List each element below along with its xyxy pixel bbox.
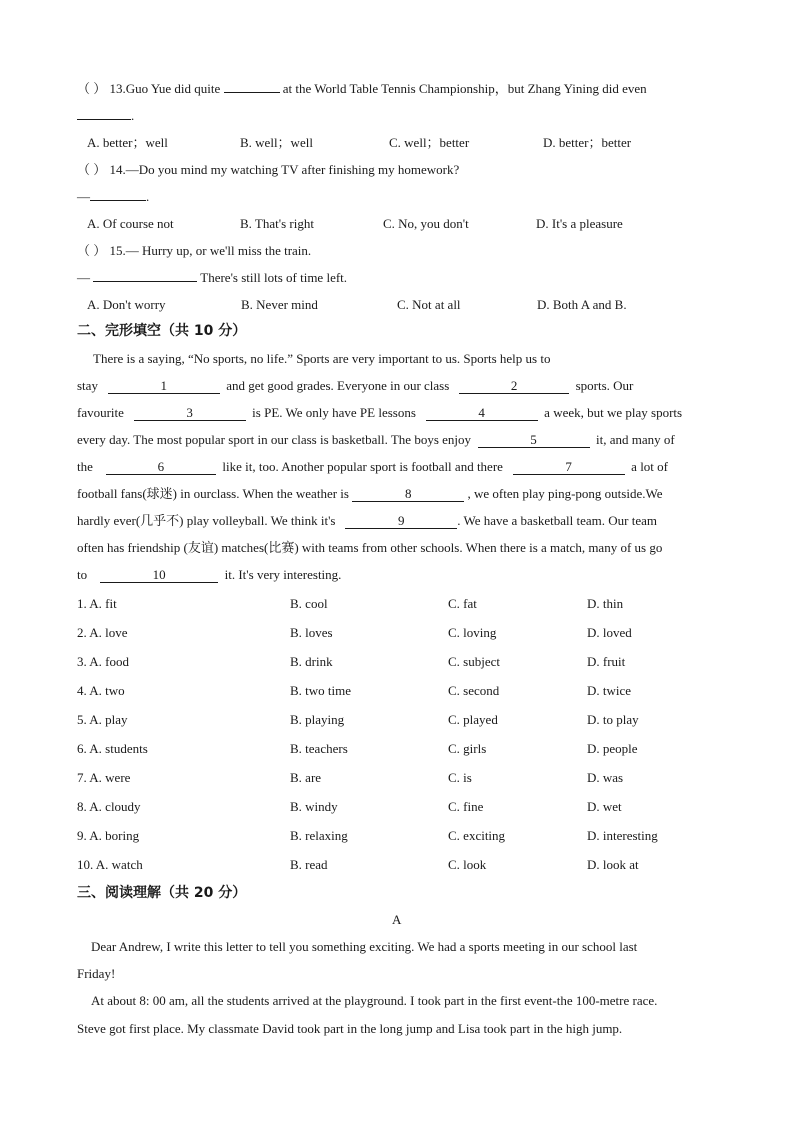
cloze-option-3-d[interactable]: D. fruit xyxy=(587,654,626,669)
cloze-option-2-b[interactable]: B. loves xyxy=(290,625,333,640)
cloze-option-8-c[interactable]: C. fine xyxy=(448,799,484,814)
passage-line: Steve got first place. My classmate David took part in the long jump and Lisa took part in the high jump. xyxy=(77,1021,623,1036)
passage-line: Dear Andrew, I write this letter to tell you something exciting. We had a sports meeting in our school last xyxy=(91,939,638,954)
cloze-option-2-d[interactable]: D. loved xyxy=(587,625,632,640)
question-13 xyxy=(77,80,647,98)
question-15 xyxy=(77,242,311,260)
section-title-reading: 三、阅读理解（共 20 分） xyxy=(77,885,247,901)
question-text: at the World Table Tennis Championship，but Zhang Yining did even xyxy=(282,81,647,96)
cloze-option-6-d[interactable]: D. people xyxy=(587,741,638,756)
cloze-blank-10[interactable]: 10 xyxy=(100,568,218,583)
cloze-option-4-c[interactable]: C. second xyxy=(448,683,500,698)
question-14 xyxy=(77,161,459,179)
passage-line: every day. The most popular sport in our class is basketball. The boys enjoy 5 it, and many of xyxy=(77,432,675,447)
cloze-option-6-c[interactable]: C. girls xyxy=(448,741,487,756)
answer-paren: （ ） xyxy=(77,81,107,96)
cloze-option-6-b[interactable]: B. teachers xyxy=(290,741,348,756)
option-c[interactable]: C. well；better xyxy=(389,135,470,150)
cloze-option-9-b[interactable]: B. relaxing xyxy=(290,828,348,843)
option-b[interactable]: B. Never mind xyxy=(241,297,318,312)
passage-label: A xyxy=(392,912,402,927)
question-text: 13.Guo Yue did quite xyxy=(109,81,221,96)
cloze-option-4-d[interactable]: D. twice xyxy=(587,683,632,698)
passage-line: hardly ever(几乎不) play volleyball. We think it's 9 . We have a basketball team. Our team xyxy=(77,513,658,528)
cloze-blank-5[interactable]: 5 xyxy=(478,433,590,448)
option-d[interactable]: D. Both A and B. xyxy=(537,297,627,312)
option-c[interactable]: C. No, you don't xyxy=(383,216,469,231)
cloze-blank-2[interactable]: 2 xyxy=(459,379,569,394)
passage-line: favourite 3 is PE. We only have PE lessons 4 a week, but we play sports xyxy=(77,405,683,420)
passage-line: There is a saying, “No sports, no life.” Sports are very important to us. Sports help us to xyxy=(93,351,551,366)
cloze-option-10-b[interactable]: B. read xyxy=(290,857,328,872)
cloze-option-9-c[interactable]: C. exciting xyxy=(448,828,506,843)
option-a[interactable]: A. Don't worry xyxy=(87,297,166,312)
question-text: 14.—Do you mind my watching TV after finishing my homework? xyxy=(109,162,460,177)
question-13-continued: . xyxy=(77,107,134,125)
passage-line: to 10 it. It's very interesting. xyxy=(77,567,342,582)
answer-blank[interactable] xyxy=(77,119,131,120)
question-15-answer: — There's still lots of time left. xyxy=(77,270,348,285)
cloze-option-8-b[interactable]: B. windy xyxy=(290,799,338,814)
cloze-option-7-b[interactable]: B. are xyxy=(290,770,322,785)
passage-line: the 6 like it, too. Another popular sport is football and there 7 a lot of xyxy=(77,459,668,474)
passage-line: At about 8: 00 am, all the students arrived at the playground. I took part in the first event-the 100-metre race. xyxy=(91,993,658,1008)
cloze-blank-3[interactable]: 3 xyxy=(134,406,246,421)
answer-paren: （ ） xyxy=(77,162,107,177)
option-c[interactable]: C. Not at all xyxy=(397,297,461,312)
cloze-option-2-c[interactable]: C. loving xyxy=(448,625,497,640)
cloze-blank-9[interactable]: 9 xyxy=(345,514,457,529)
cloze-option-10-c[interactable]: C. look xyxy=(448,857,487,872)
option-d[interactable]: D. It's a pleasure xyxy=(536,216,623,231)
passage-line: football fans(球迷) in ourclass. When the weather is 8 , we often play ping-pong outside.We xyxy=(77,486,663,501)
cloze-blank-8[interactable]: 8 xyxy=(352,487,464,502)
section-title-cloze: 二、完形填空（共 10 分） xyxy=(77,323,247,339)
answer-blank[interactable] xyxy=(93,281,197,282)
cloze-blank-4[interactable]: 4 xyxy=(426,406,538,421)
cloze-blank-6[interactable]: 6 xyxy=(106,460,216,475)
cloze-option-8-d[interactable]: D. wet xyxy=(587,799,622,814)
cloze-option-7-a[interactable]: 7. A. were xyxy=(77,770,131,785)
cloze-option-4-a[interactable]: 4. A. two xyxy=(77,683,125,698)
cloze-option-1-c[interactable]: C. fat xyxy=(448,596,477,611)
cloze-option-3-c[interactable]: C. subject xyxy=(448,654,500,669)
cloze-option-5-c[interactable]: C. played xyxy=(448,712,498,727)
cloze-option-1-d[interactable]: D. thin xyxy=(587,596,624,611)
cloze-option-1-a[interactable]: 1. A. fit xyxy=(77,596,117,611)
cloze-option-3-a[interactable]: 3. A. food xyxy=(77,654,129,669)
cloze-option-4-b[interactable]: B. two time xyxy=(290,683,352,698)
cloze-option-7-c[interactable]: C. is xyxy=(448,770,472,785)
cloze-option-9-d[interactable]: D. interesting xyxy=(587,828,658,843)
answer-blank[interactable] xyxy=(224,92,280,93)
cloze-option-5-a[interactable]: 5. A. play xyxy=(77,712,128,727)
cloze-option-1-b[interactable]: B. cool xyxy=(290,596,328,611)
passage-line: Friday! xyxy=(77,966,116,981)
cloze-option-2-a[interactable]: 2. A. love xyxy=(77,625,128,640)
passage-line: stay 1 and get good grades. Everyone in our class 2 sports. Our xyxy=(77,378,634,393)
cloze-option-10-d[interactable]: D. look at xyxy=(587,857,639,872)
cloze-option-8-a[interactable]: 8. A. cloudy xyxy=(77,799,141,814)
cloze-option-7-d[interactable]: D. was xyxy=(587,770,624,785)
cloze-option-5-d[interactable]: D. to play xyxy=(587,712,639,727)
option-a[interactable]: A. Of course not xyxy=(87,216,174,231)
question-text: 15.— Hurry up, or we'll miss the train. xyxy=(109,243,312,258)
option-d[interactable]: D. better；better xyxy=(543,135,632,150)
cloze-option-5-b[interactable]: B. playing xyxy=(290,712,345,727)
option-b[interactable]: B. well；well xyxy=(240,135,313,150)
cloze-option-9-a[interactable]: 9. A. boring xyxy=(77,828,140,843)
cloze-blank-7[interactable]: 7 xyxy=(513,460,625,475)
cloze-option-3-b[interactable]: B. drink xyxy=(290,654,333,669)
passage-line: often has friendship (友谊) matches(比赛) with teams from other schools. When there is a match, many of us go xyxy=(77,540,663,555)
cloze-option-6-a[interactable]: 6. A. students xyxy=(77,741,148,756)
cloze-option-10-a[interactable]: 10. A. watch xyxy=(77,857,143,872)
answer-blank[interactable] xyxy=(90,200,146,201)
option-b[interactable]: B. That's right xyxy=(240,216,314,231)
cloze-blank-1[interactable]: 1 xyxy=(108,379,220,394)
option-a[interactable]: A. better；well xyxy=(87,135,168,150)
answer-paren: （ ） xyxy=(77,243,107,258)
question-14-answer: — . xyxy=(77,189,150,204)
